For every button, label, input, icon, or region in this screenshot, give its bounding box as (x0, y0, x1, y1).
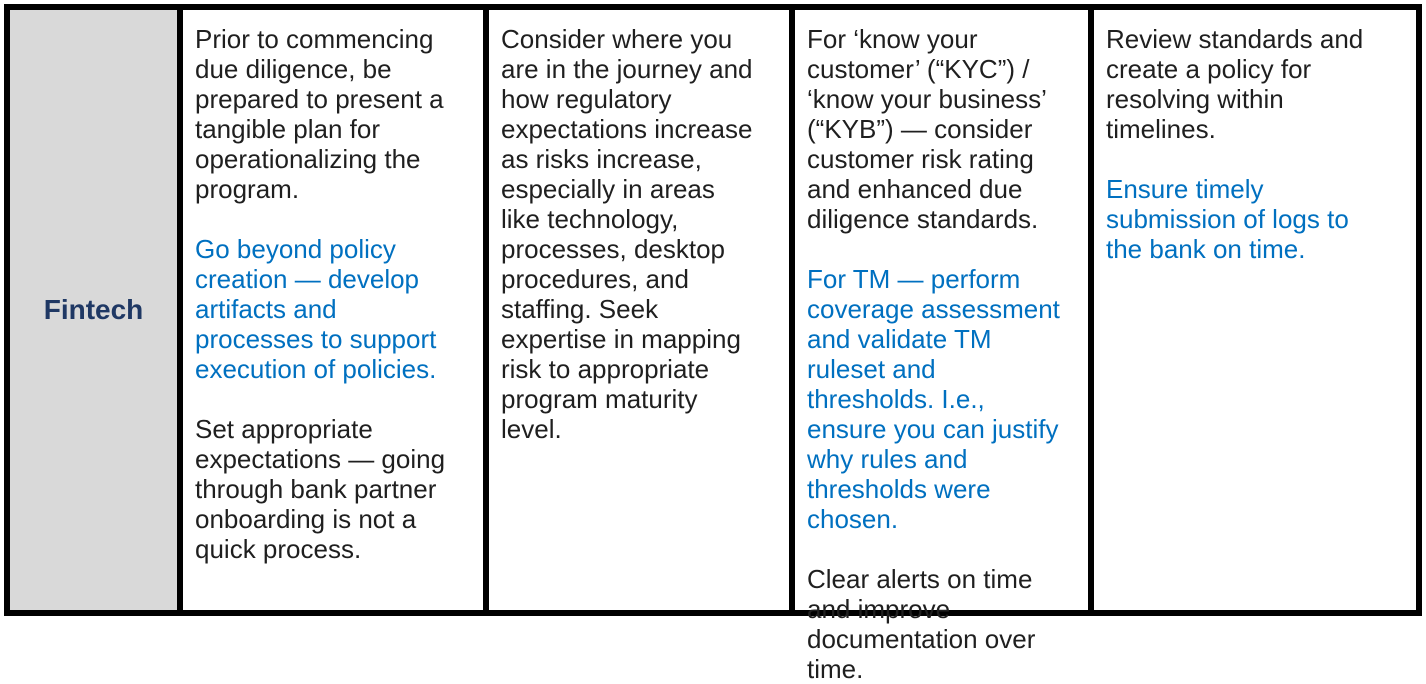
paragraph: Review standards and create a policy for resolving within timelines. (1106, 24, 1364, 144)
paragraph-highlighted: For TM — perform coverage assessment and validate TM ruleset and thresholds. I.e., ensure you can justify why rules and thresholds were chosen. (807, 264, 1060, 534)
paragraph-highlighted: Go beyond policy creation — develop artifacts and processes to support execution of policies. (195, 234, 437, 384)
paragraph: Clear alerts on time and improve documentation over time. (807, 564, 1036, 684)
row-header-cell (10, 10, 177, 610)
guidance-cell-kyc-kyb-tm (789, 10, 1088, 684)
fintech-guidance-table-row (4, 4, 1422, 684)
paragraph: Consider where you are in the journey and how regulatory expectations increase as risks increase, especially in areas like technology, processes, desktop procedures, and staffing. Seek expertise in mapping risk to appropriate program maturity level. (501, 24, 753, 444)
guidance-cell-regulatory-journey (483, 10, 789, 610)
row-header-label: Fintech (43, 294, 144, 325)
paragraph: Prior to commencing due diligence, be prepared to present a tangible plan for operationalizing the program. (195, 24, 444, 204)
guidance-cell-standards-and-logs (1088, 10, 1416, 610)
paragraph: Set appropriate expectations — going through bank partner onboarding is not a quick process. (195, 414, 446, 564)
paragraph: For ‘know your customer’ (“KYC”) / ‘know your business’ (“KYB”) — consider customer risk rating and enhanced due diligence standards. (807, 24, 1046, 234)
paragraph-highlighted: Ensure timely submission of logs to the bank on time. (1106, 174, 1349, 264)
guidance-cell-program-operationalization (177, 10, 483, 610)
